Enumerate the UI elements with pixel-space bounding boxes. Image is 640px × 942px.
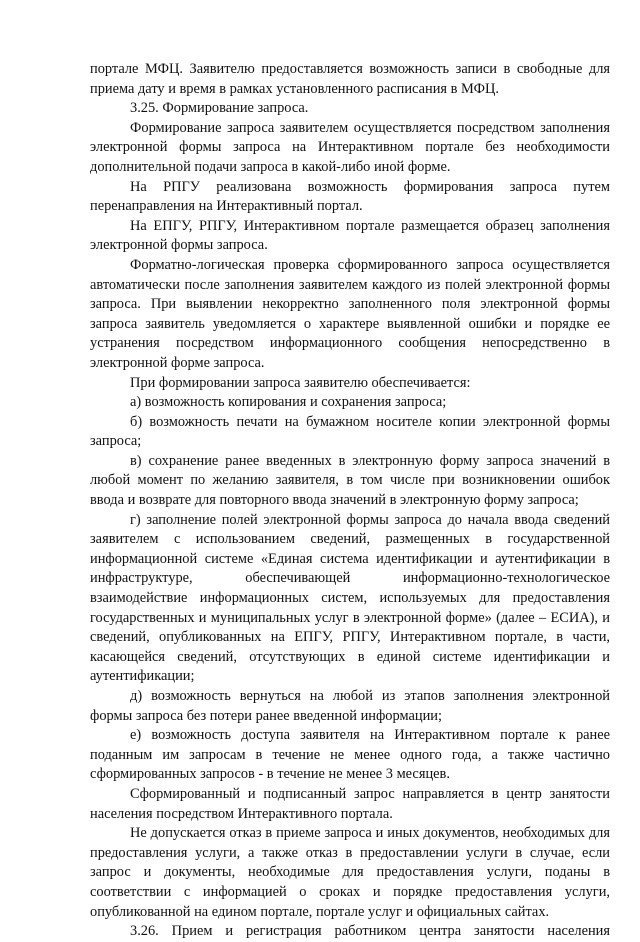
paragraph: На ЕПГУ, РПГУ, Интерактивном портале размещается образец заполнения электронной формы запроса. [90, 217, 610, 254]
paragraph: На РПГУ реализована возможность формирования запроса путем перенаправления на Интерактивный портал. [90, 178, 610, 215]
paragraph: При формировании запроса заявителю обеспечивается: [130, 374, 471, 391]
section-heading-3-26: 3.26. Прием и регистрация работником центра занятости населения [130, 923, 610, 940]
paragraph-continuation: портале МФЦ. Заявителю предоставляется возможность записи в свободные для приема дату и время в рамках установленного расписания в МФЦ. [90, 61, 610, 97]
section-heading-3-25: 3.25. Формирование запроса. [130, 100, 309, 117]
list-item-a: а) возможность копирования и сохранения запроса; [130, 394, 447, 411]
paragraph: Формирование запроса заявителем осуществляется посредством заполнения электронной формы запроса на Интерактивном портале без необходимости дополнительной подачи запроса в какой-либо иной форме. [90, 119, 610, 175]
document-page [90, 60, 610, 942]
list-item-v: в) сохранение ранее введенных в электронную форму запроса значений в любой момент по желанию заявителя, в том числе при возникновении ошибок ввода и возврате для повторного ввода значений в электронную форму запроса; [90, 452, 610, 509]
list-item-d: д) возможность вернуться на любой из этапов заполнения электронной формы запроса без потери ранее введенной информации; [90, 688, 610, 724]
paragraph: Форматно-логическая проверка сформированного запроса осуществляется автоматически после заполнения заявителем каждого из полей электронной формы запроса. При выявлении некорректно заполненного поля электронной формы запроса заявитель уведомляется о характере выявленной ошибки и порядке ее устранения посредством информационного сообщения непосредственно в электронной форме запроса. [90, 256, 610, 371]
paragraph: Не допускается отказ в приеме запроса и иных документов, необходимых для предоставления услуги, а также отказ в предоставлении услуги в случае, если запрос и документы, необходимые для предоставления услуги, поданы в соответствии с информацией о сроках и порядке предоставления услуги, опубликованной на едином портале, портале услуг и официальных сайтах. [90, 825, 610, 920]
list-item-b: б) возможность печати на бумажном носителе копии электронной формы запроса; [90, 413, 610, 450]
paragraph: Сформированный и подписанный запрос направляется в центр занятости населения посредством Интерактивного портала. [90, 785, 610, 822]
list-item-g: г) заполнение полей электронной формы запроса до начала ввода сведений заявителем с использованием сведений, размещенных в государственной информационной системе «Единая система идентификации и аутентификации в инфраструктуре, обеспечивающей информационно-технологическое взаимодействие информационных систем, используемых для предоставления государственных и муниципальных услуг в электронной форме» (далее – ЕСИА), и сведений, опубликованных на ЕПГУ, РПГУ, Интерактивном портале, в части, касающейся сведений, отсутствующих в единой системе идентификации и аутентификации; [90, 511, 610, 685]
list-item-e: е) возможность доступа заявителя на Интерактивном портале к ранее поданным им запросам в течение не менее одного года, а также частично сформированных запросов - в течение не менее 3 месяцев. [90, 727, 610, 783]
